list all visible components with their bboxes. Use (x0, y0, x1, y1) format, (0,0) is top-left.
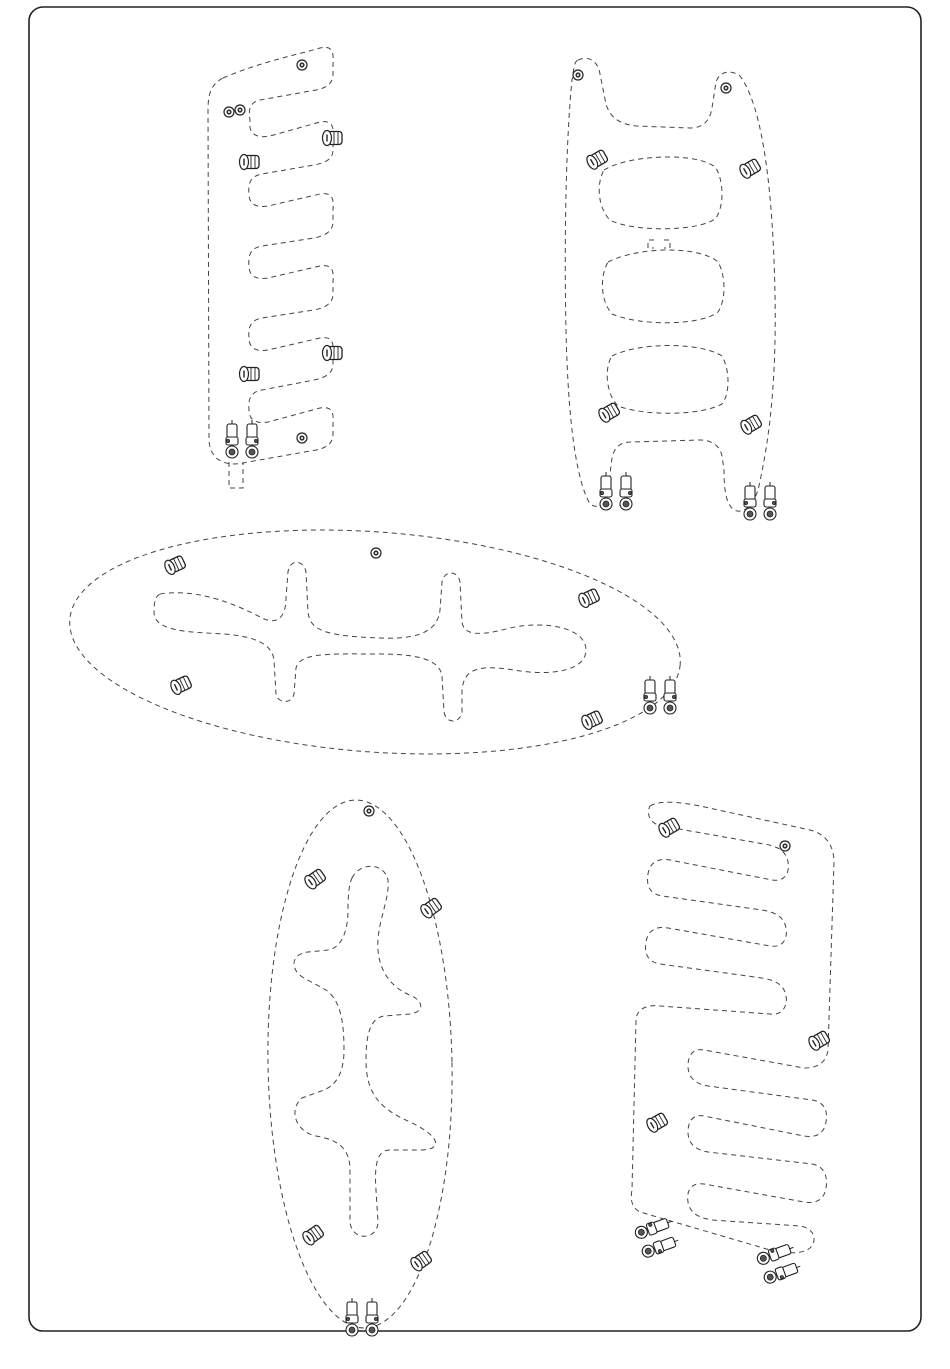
valve-set-icon (634, 1216, 681, 1259)
centre-mark (648, 240, 670, 248)
valve-set-icon (226, 420, 258, 458)
mounting-bracket-icon (738, 157, 762, 180)
mounting-bracket-icon (419, 896, 444, 919)
valve-set-icon (744, 482, 776, 520)
air-vent-plug-icon (235, 105, 245, 115)
cross-cutout (294, 866, 436, 1236)
pipe-stub (229, 462, 243, 488)
mounting-bracket-icon (323, 346, 343, 361)
window (607, 346, 728, 414)
valve-set-icon (644, 676, 676, 714)
radiator-ellipse-vertical (263, 798, 456, 1336)
air-vent-plug-icon (364, 806, 374, 816)
mounting-bracket-icon (303, 867, 328, 890)
mounting-bracket-icon (577, 587, 601, 609)
mounting-bracket-icon (240, 155, 260, 170)
mounting-bracket-icon (657, 816, 681, 839)
window (602, 250, 724, 323)
radiator-ellipse-horizontal (62, 510, 688, 774)
air-vent-plug-icon (371, 548, 381, 558)
radiator-serpentine-vertical (208, 47, 342, 488)
radiator-ladder-vertical (565, 58, 776, 520)
mounting-bracket-icon (580, 709, 604, 731)
radiator-outline (631, 802, 834, 1253)
mounting-bracket-icon (169, 674, 193, 696)
radiator-outline (263, 798, 456, 1329)
air-vent-plug-icon (297, 60, 307, 70)
air-vent-plug-icon (297, 433, 307, 443)
window (599, 157, 722, 229)
mounting-bracket-icon (739, 413, 763, 436)
mounting-bracket-icon (573, 70, 583, 80)
mounting-bracket-icon (807, 1029, 831, 1052)
mounting-bracket-icon (323, 131, 343, 146)
mounting-bracket-icon (301, 1223, 326, 1246)
valve-set-icon (600, 472, 632, 510)
air-vent-plug-icon (224, 107, 234, 117)
air-vent-plug-icon (780, 841, 790, 851)
radiator-serpentine-double (631, 802, 834, 1285)
mounting-bracket-icon (409, 1249, 434, 1272)
mounting-bracket-icon (721, 83, 731, 93)
radiator-outline (565, 58, 775, 511)
mounting-bracket-icon (163, 554, 187, 576)
mounting-bracket-icon (645, 1111, 669, 1134)
cross-cutout (154, 562, 586, 721)
mounting-bracket-icon (240, 367, 260, 382)
mounting-bracket-icon (585, 148, 609, 171)
